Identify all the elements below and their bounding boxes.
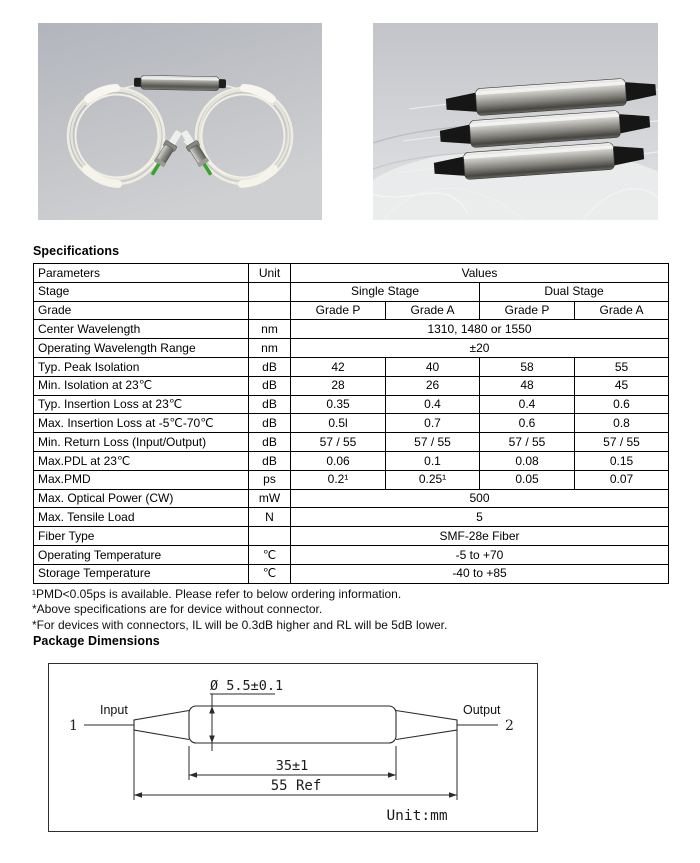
value-cell: 40 xyxy=(386,357,480,376)
port-1-label: 1 xyxy=(69,718,78,734)
value-cell: 0.4 xyxy=(480,395,575,414)
value-cell: 0.15 xyxy=(575,451,669,470)
parameter-cell: Operating Temperature xyxy=(34,545,249,564)
unit-cell: ps xyxy=(249,470,291,489)
value-cell: Single Stage xyxy=(291,282,480,301)
value-cell: 57 / 55 xyxy=(386,433,480,452)
unit-cell: ℃ xyxy=(249,564,291,583)
parameter-cell: Grade xyxy=(34,301,249,320)
unit-cell: nm xyxy=(249,339,291,358)
value-cell: 0.06 xyxy=(291,451,386,470)
value-cell: 42 xyxy=(291,357,386,376)
value-cell: 57 / 55 xyxy=(291,433,386,452)
value-cell: ±20 xyxy=(291,339,669,358)
unit-cell xyxy=(249,527,291,546)
value-cell: 5 xyxy=(291,508,669,527)
unit-cell: dB xyxy=(249,395,291,414)
value-cell: Grade P xyxy=(291,301,386,320)
parameter-cell: Max. Insertion Loss at -5℃-70℃ xyxy=(34,414,249,433)
value-cell: 0.5l xyxy=(291,414,386,433)
value-cell: SMF-28e Fiber xyxy=(291,527,669,546)
unit-note: Unit:mm xyxy=(386,808,448,824)
value-cell: Values xyxy=(291,264,669,283)
table-row xyxy=(34,320,669,339)
footnote-line: ¹PMD<0.05ps is available. Please refer to below ordering information. xyxy=(32,587,402,601)
value-cell: -40 to +85 xyxy=(291,564,669,583)
footnotes xyxy=(32,587,447,633)
unit-cell: ℃ xyxy=(249,545,291,564)
photo-illustration-left xyxy=(38,23,322,220)
unit-cell: mW xyxy=(249,489,291,508)
spec-table xyxy=(33,263,669,584)
value-cell: Dual Stage xyxy=(480,282,669,301)
value-cell: Grade A xyxy=(575,301,669,320)
table-row xyxy=(34,414,669,433)
product-photo-single-isolator xyxy=(38,23,322,220)
table-row xyxy=(34,527,669,546)
unit-cell: dB xyxy=(249,414,291,433)
value-cell: 55 xyxy=(575,357,669,376)
parameter-cell: Storage Temperature xyxy=(34,564,249,583)
value-cell: 28 xyxy=(291,376,386,395)
value-cell: 0.4 xyxy=(386,395,480,414)
table-row xyxy=(34,264,669,283)
parameter-cell: Fiber Type xyxy=(34,527,249,546)
unit-cell xyxy=(249,301,291,320)
arrowhead-left xyxy=(189,772,197,778)
parameter-cell: Center Wavelength xyxy=(34,320,249,339)
value-cell: 0.7 xyxy=(386,414,480,433)
unit-cell: nm xyxy=(249,320,291,339)
parameter-cell: Operating Wavelength Range xyxy=(34,339,249,358)
table-row xyxy=(34,433,669,452)
dimension-drawing-svg xyxy=(49,664,537,831)
table-row xyxy=(34,489,669,508)
parameter-cell: Typ. Peak Isolation xyxy=(34,357,249,376)
output-label: Output xyxy=(463,703,501,717)
parameter-cell: Min. Return Loss (Input/Output) xyxy=(34,433,249,452)
value-cell: 0.35 xyxy=(291,395,386,414)
photo-illustration-right xyxy=(373,23,658,220)
value-cell: 57 / 55 xyxy=(575,433,669,452)
diameter-label: Ø 5.5±0.1 xyxy=(210,678,284,694)
value-cell: 0.07 xyxy=(575,470,669,489)
value-cell: Grade A xyxy=(386,301,480,320)
parameter-cell: Min. Isolation at 23℃ xyxy=(34,376,249,395)
value-cell: 0.1 xyxy=(386,451,480,470)
value-cell: 0.05 xyxy=(480,470,575,489)
value-cell: 57 / 55 xyxy=(480,433,575,452)
overall-length-label: 55 Ref xyxy=(270,778,322,794)
value-cell: 26 xyxy=(386,376,480,395)
parameter-cell: Parameters xyxy=(34,264,249,283)
spec-table-body xyxy=(34,264,669,584)
value-cell: 0.25¹ xyxy=(386,470,480,489)
table-row xyxy=(34,376,669,395)
table-row xyxy=(34,301,669,320)
package-dimensions-heading: Package Dimensions xyxy=(33,634,160,648)
value-cell: 45 xyxy=(575,376,669,395)
value-cell: 1310, 1480 or 1550 xyxy=(291,320,669,339)
value-cell: 0.08 xyxy=(480,451,575,470)
value-cell: 0.6 xyxy=(480,414,575,433)
arrowhead-left xyxy=(134,792,142,798)
unit-cell: dB xyxy=(249,433,291,452)
value-cell: 58 xyxy=(480,357,575,376)
value-cell: 500 xyxy=(291,489,669,508)
table-row xyxy=(34,470,669,489)
right-boot-outline xyxy=(396,711,457,740)
value-cell: -5 to +70 xyxy=(291,545,669,564)
value-cell: 48 xyxy=(480,376,575,395)
arrowhead-right xyxy=(388,772,396,778)
unit-cell: N xyxy=(249,508,291,527)
table-row xyxy=(34,564,669,583)
footnote-line: *Above specifications are for device without connector. xyxy=(32,602,323,617)
unit-cell: Unit xyxy=(249,264,291,283)
specifications-heading: Specifications xyxy=(33,244,120,258)
unit-cell: dB xyxy=(249,376,291,395)
input-label: Input xyxy=(100,703,128,717)
device-body-outline xyxy=(189,706,396,743)
parameter-cell: Stage xyxy=(34,282,249,301)
value-cell: Grade P xyxy=(480,301,575,320)
table-row xyxy=(34,451,669,470)
table-row xyxy=(34,545,669,564)
left-boot-outline xyxy=(134,711,189,740)
product-photo-three-isolators xyxy=(373,23,658,220)
parameter-cell: Max. Optical Power (CW) xyxy=(34,489,249,508)
value-cell: 0.2¹ xyxy=(291,470,386,489)
table-row xyxy=(34,508,669,527)
table-row xyxy=(34,339,669,358)
photo-background xyxy=(38,23,322,220)
table-row xyxy=(34,282,669,301)
body-length-label: 35±1 xyxy=(275,758,309,774)
parameter-cell: Typ. Insertion Loss at 23℃ xyxy=(34,395,249,414)
table-row xyxy=(34,395,669,414)
footnote-line: *For devices with connectors, IL will be 0.3dB higher and RL will be 5dB lower. xyxy=(32,617,448,632)
value-cell: 0.8 xyxy=(575,414,669,433)
parameter-cell: Max.PDL at 23℃ xyxy=(34,451,249,470)
arrowhead-right xyxy=(449,792,457,798)
package-dimension-drawing xyxy=(48,663,538,832)
parameter-cell: Max.PMD xyxy=(34,470,249,489)
isolator-cylinder xyxy=(134,75,226,91)
parameter-cell: Max. Tensile Load xyxy=(34,508,249,527)
table-row xyxy=(34,357,669,376)
port-2-label: 2 xyxy=(505,718,514,734)
value-cell: 0.6 xyxy=(575,395,669,414)
unit-cell xyxy=(249,282,291,301)
unit-cell: dB xyxy=(249,451,291,470)
unit-cell: dB xyxy=(249,357,291,376)
